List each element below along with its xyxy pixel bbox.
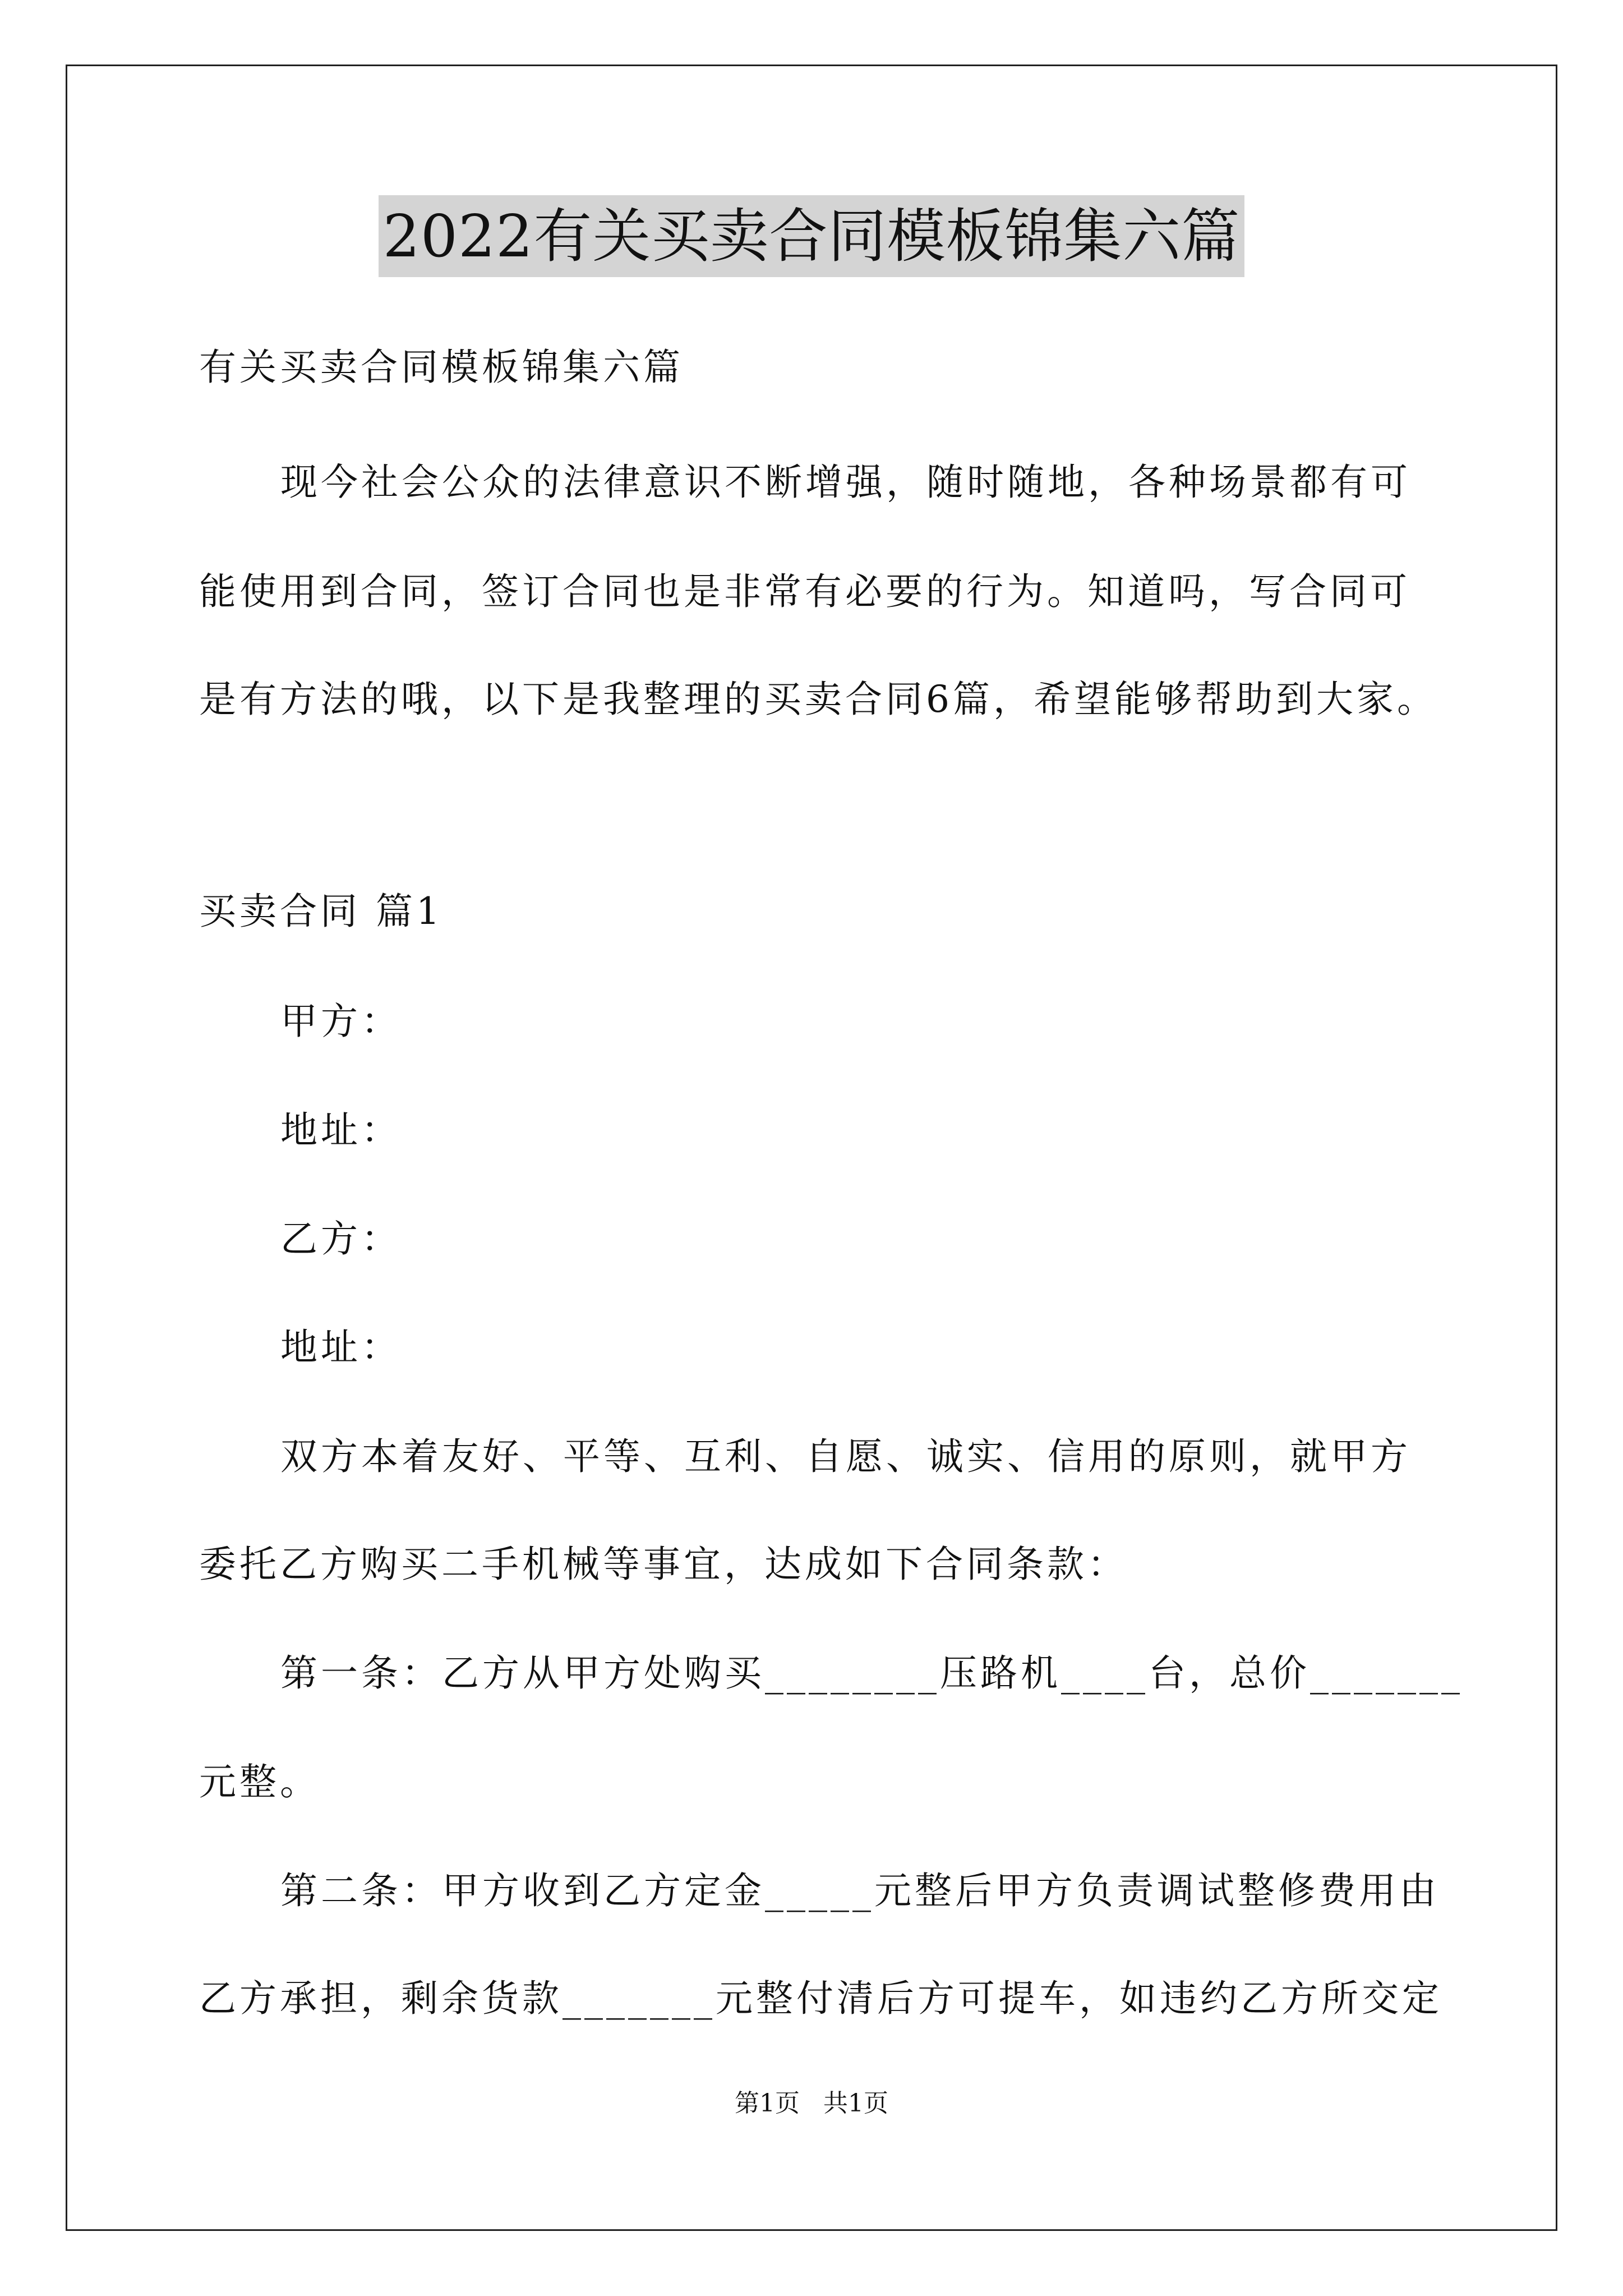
page-number-footer: 第1页 共1页 [735,2089,888,2118]
address-b-label: 地址： [280,1326,402,1369]
article-2-line-2: 乙方承担，剩余货款_______元整付清后方可提车，如违约乙方所交定 [199,1977,1442,2020]
document-title: 2022有关买卖合同模板锦集六篇 [379,195,1245,277]
intro-line-3: 是有方法的哦，以下是我整理的买卖合同6篇，希望能够帮助到大家。 [199,678,1437,721]
principle-line-1: 双方本着友好、平等、互利、自愿、诚实、信用的原则，就甲方 [280,1435,1411,1478]
intro-line-2: 能使用到合同，签订合同也是非常有必要的行为。知道吗，写合同可 [199,570,1410,613]
section-heading: 买卖合同 篇1 [199,890,443,933]
document-subtitle: 有关买卖合同模板锦集六篇 [199,346,684,389]
intro-line-1: 现今社会公众的法律意识不断增强，随时随地，各种场景都有可 [280,461,1411,504]
party-b-label: 乙方： [280,1217,402,1260]
article-1-line-2: 元整。 [199,1760,320,1803]
article-2-line-1: 第二条：甲方收到乙方定金_____元整后甲方负责调试整修费用由 [280,1869,1440,1912]
party-a-label: 甲方： [280,1000,402,1043]
address-a-label: 地址： [280,1108,402,1152]
principle-line-2: 委托乙方购买二手机械等事宜，达成如下合同条款： [199,1543,1128,1586]
title-block [0,195,1623,277]
article-1-line-1: 第一条：乙方从甲方处购买________压路机____台，总价_______ [280,1651,1463,1695]
